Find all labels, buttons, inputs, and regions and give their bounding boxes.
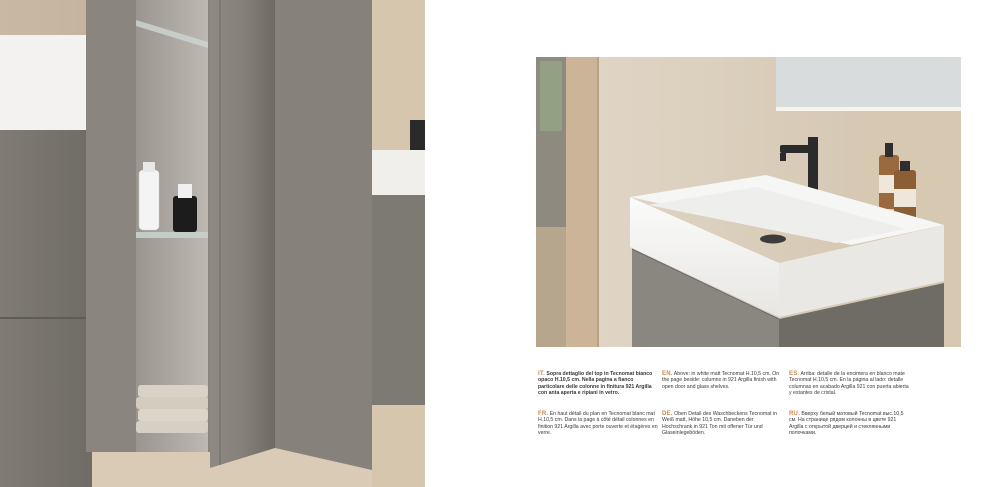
caption-fr <box>538 411 658 436</box>
caption-es-code: ES. <box>789 371 800 377</box>
caption-it <box>538 371 658 396</box>
caption-it-text: Sopra dettaglio del top in Tecnomat bianco opaco H.10,5 cm. Nella pagina a fianco particolare delle colonne in finitura 921 Argilla con anta aperta e ripiani in vetro. <box>538 371 653 396</box>
left-photo-column-cabinet <box>0 0 425 487</box>
caption-ru-text: Вверху белый матовый Tecnomat выс.10,5 см. На странице рядом колонны в цвете 921 Argilla с открытой дверцей и стеклянными полочками. <box>789 411 904 436</box>
caption-it-code: IT. <box>538 371 545 377</box>
caption-es <box>789 371 909 396</box>
caption-fr-text: En haut détail du plan en Tecnomat blanc mat H.10,5 cm. Dans la page à côté détail colonnes en finition 921 Argilla avec porte ouverte et étagères en verre. <box>538 411 658 436</box>
caption-ru <box>789 411 909 436</box>
caption-en-code: EN. <box>662 371 673 377</box>
caption-fr-code: FR. <box>538 411 549 417</box>
caption-de-code: DE. <box>662 411 673 417</box>
caption-de-text: Oben Detail des Waschbeckens Tecnomat in Weiß matt, Höhe 10,5 cm. Daneben der Hochschrank in 921 Ton mit offener Tür und Glaseinlegeböden. <box>662 411 777 436</box>
caption-en <box>662 371 782 390</box>
caption-en-text: Above: in white matt Tecnomat H.10,5 cm. On the page beside: columns in 921 Argilla finish with open door and glass shelves. <box>662 371 780 390</box>
caption-de <box>662 411 782 436</box>
caption-es-text: Arriba: detalle de la encimera en blanco mate Tecnomat H.10,5 cm. En la página al lado: detalle columnas en acabado Argilla 921 con puerta abierta y estantes de cristal. <box>789 371 909 396</box>
caption-ru-code: RU. <box>789 411 800 417</box>
right-photo-washbasin <box>536 57 961 347</box>
